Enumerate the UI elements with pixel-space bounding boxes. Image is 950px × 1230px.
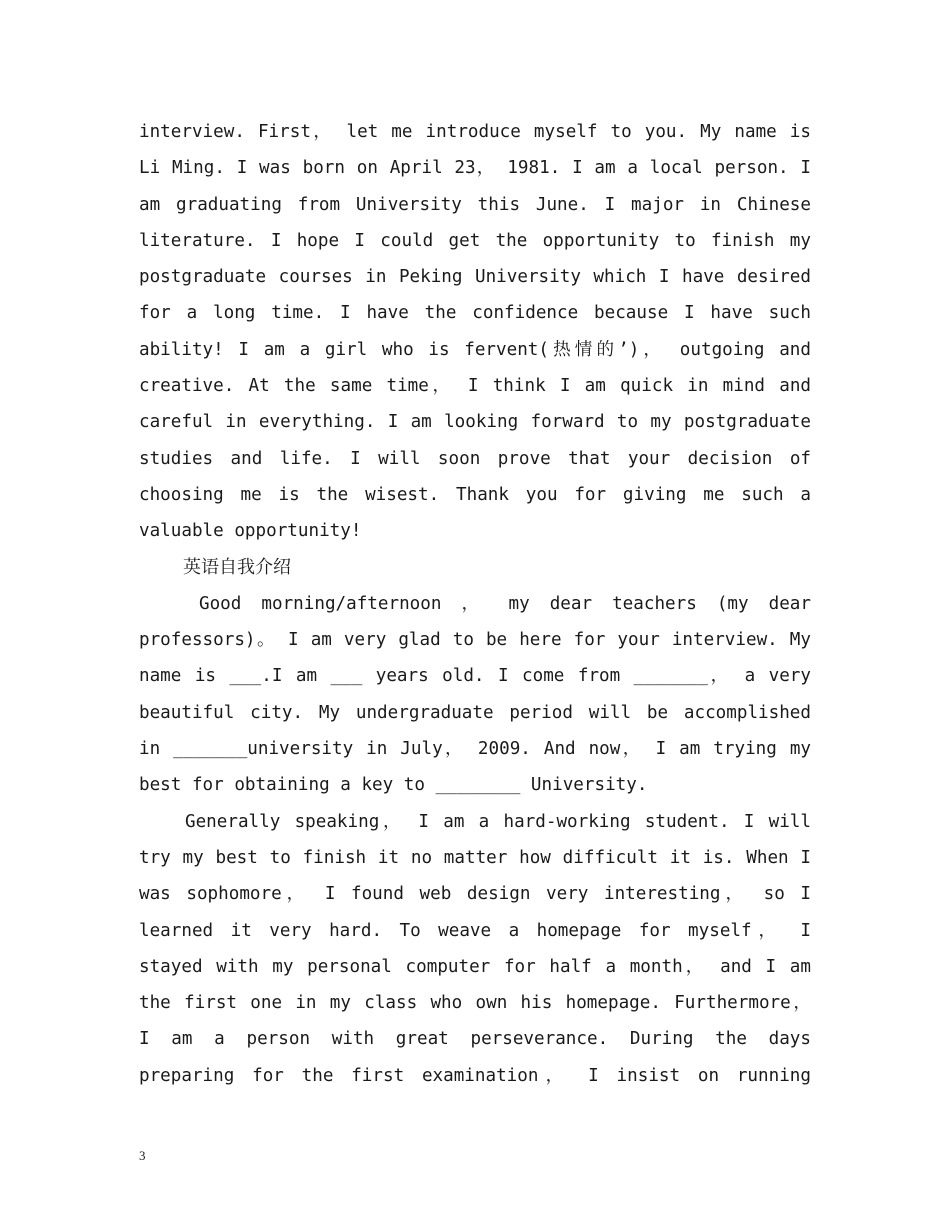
text-line: stayed with my personal computer for half a month， and I am (139, 956, 811, 977)
text-line: name is ___.I am ___ years old. I come from _______， a very (139, 666, 811, 687)
text-line: interview. First， let me introduce myself to you. My name is (139, 122, 811, 142)
text-line: for a long time. I have the confidence because I have such (139, 303, 811, 324)
text-line: the first one in my class who own his homepage. Furthermore， (139, 993, 811, 1014)
text-line: I am a person with great perseverance. During the days (139, 1029, 811, 1050)
text-line: careful in everything. I am looking forward to my postgraduate (139, 412, 811, 433)
text-line: ability! I am a girl who is fervent(热情的’)， outgoing and (139, 339, 811, 360)
text-line: beautiful city. My undergraduate period will be accomplished (139, 702, 811, 723)
document-body (139, 114, 811, 1094)
text-line: choosing me is the wisest. Thank you for giving me such a (139, 484, 811, 505)
text-line: postgraduate courses in Peking University which I have desired (139, 267, 811, 288)
text-line: Good morning/afternoon ， my dear teachers (my dear (199, 593, 811, 614)
text-line: preparing for the first examination， I insist on running (139, 1065, 811, 1086)
text-line: in _______university in July， 2009. And now， I am trying my (139, 739, 811, 760)
text-line: creative. At the same time， I think I am quick in mind and (139, 376, 811, 397)
text-line: valuable opportunity! (139, 521, 362, 542)
text-line: learned it very hard. To weave a homepage for myself， I (139, 920, 811, 941)
text-line: Li Ming. I was born on April 23， 1981. I am a local person. I (139, 158, 811, 179)
section-heading: 英语自我介绍 (183, 556, 291, 578)
text-line: studies and life. I will soon prove that your decision of (139, 448, 811, 469)
text-line: Generally speaking， I am a hard-working student. I will (185, 811, 811, 832)
text-line: best for obtaining a key to ________ University. (139, 775, 648, 796)
page-number: 3 (139, 1148, 146, 1163)
text-line: was sophomore， I found web design very interesting， so I (139, 884, 811, 905)
text-line: literature. I hope I could get the opportunity to finish my (139, 230, 811, 251)
text-line: am graduating from University this June. I major in Chinese (139, 194, 811, 215)
text-line: try my best to finish it no matter how difficult it is. When I (139, 847, 811, 868)
text-line: professors)。 I am very glad to be here for your interview. My (139, 630, 811, 651)
